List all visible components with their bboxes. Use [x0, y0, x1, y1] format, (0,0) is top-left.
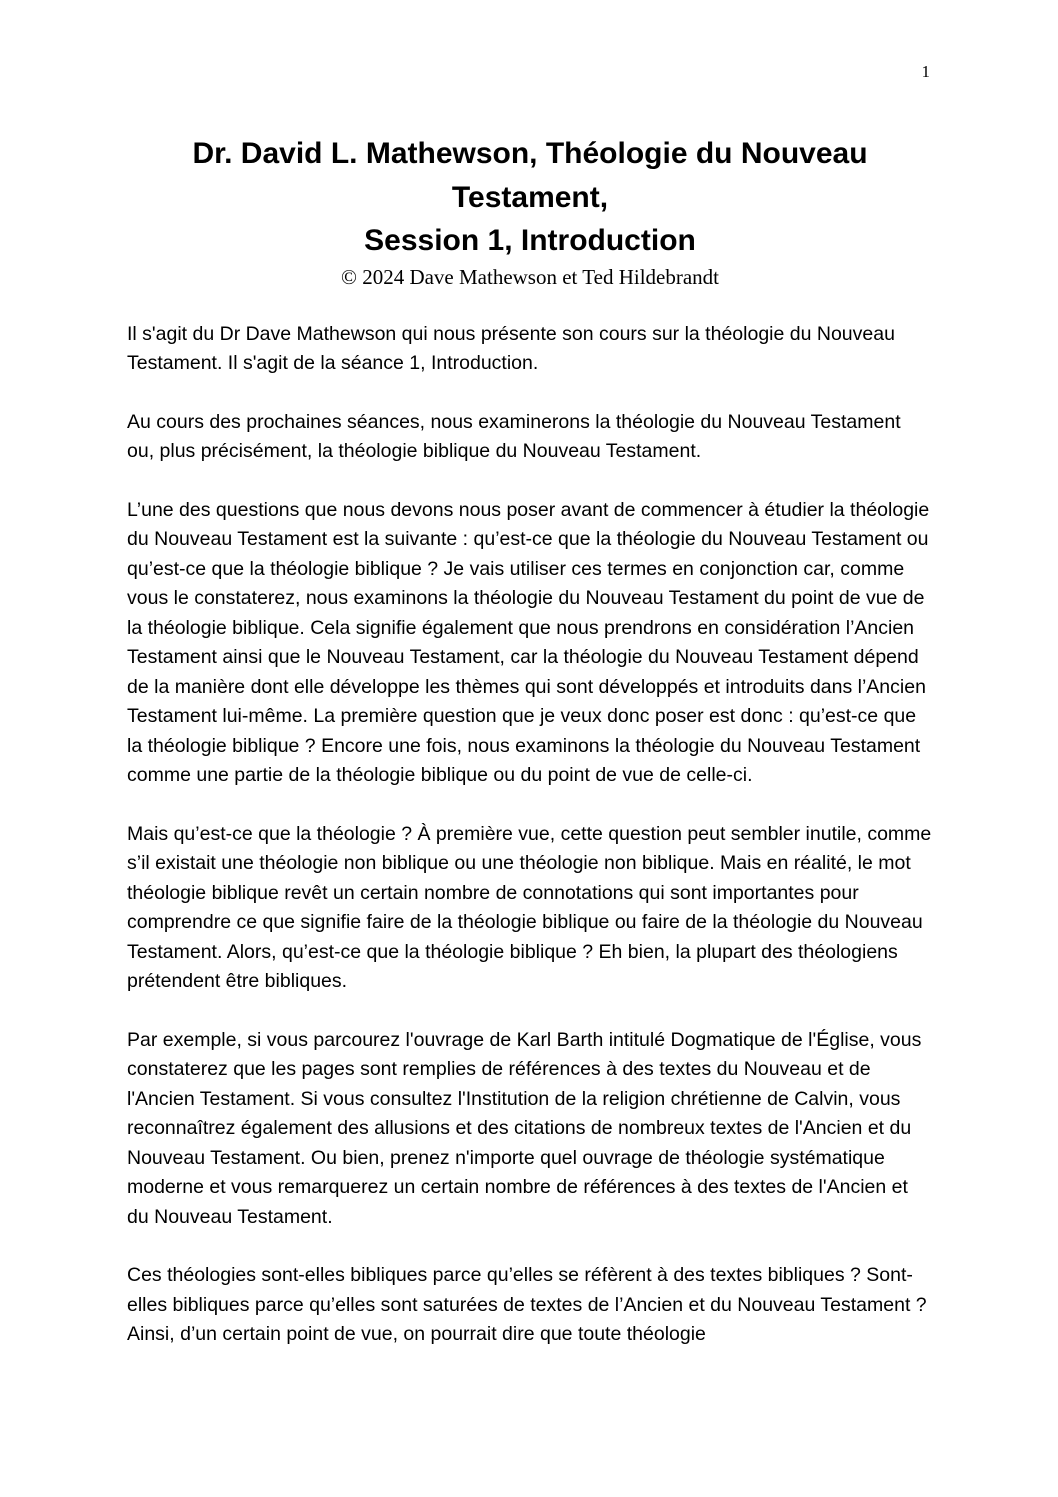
- paragraph: L’une des questions que nous devons nous poser avant de commencer à étudier la théologie du Nouveau Testament est la suivante : qu’est-ce que la théologie du Nouveau Testament ou qu’est-ce que la théologie biblique ? Je vais utiliser ces termes en conjonction car, comme vous le constaterez, nous examinons la théologie du Nouveau Testament du point de vue de la théologie biblique. Cela signifie également que nous prendrons en considération l’Ancien Testament ainsi que le Nouveau Testament, car la théologie du Nouveau Testament dépend de la manière dont elle développe les thèmes qui sont développés et introduits dans l’Ancien Testament lui-même. La première question que je veux donc poser est donc : qu’est-ce que la théologie biblique ? Encore une fois, nous examinons la théologie du Nouveau Testament comme une partie de la théologie biblique ou du point de vue de celle-ci.: [127, 498, 930, 786]
- paragraph: Il s'agit du Dr Dave Mathewson qui nous présente son cours sur la théologie du Nouveau Testament. Il s'agit de la séance 1, Introduction.: [127, 322, 895, 374]
- document-title-line1: Dr. David L. Mathewson, Théologie du Nouveau Testament,: [192, 137, 868, 214]
- paragraph: Au cours des prochaines séances, nous examinerons la théologie du Nouveau Testament ou, plus précisément, la théologie biblique du Nouveau Testament.: [127, 410, 901, 462]
- paragraph: Ces théologies sont-elles bibliques parce qu’elles se réfèrent à des textes bibliques ? Sont-elles bibliques parce qu’elles sont saturées de textes de l’Ancien et du Nouveau Testament ? Ainsi, d’un certain point de vue, on pourrait dire que toute théologie: [127, 1264, 927, 1345]
- copyright-line: © 2024 Dave Mathewson et Ted Hildebrandt: [340, 264, 719, 289]
- paragraph: Par exemple, si vous parcourez l'ouvrage de Karl Barth intitulé Dogmatique de l'Église, vous constaterez que les pages sont remplies de références à des textes du Nouveau et de l'Ancien Testament. Si vous consultez l'Institution de la religion chrétienne de Calvin, vous reconnaîtrez également des allusions et des citations de nombreux textes de l'Ancien et du Nouveau Testament. Ou bien, prenez n'importe quel ouvrage de théologie systématique moderne et vous remarquerez un certain nombre de références à des textes de l'Ancien et du Nouveau Testament.: [127, 1028, 922, 1228]
- paragraph: Mais qu’est-ce que la théologie ? À première vue, cette question peut sembler inutile, comme s’il existait une théologie non biblique ou une théologie non biblique. Mais en réalité, le mot théologie biblique revêt un certain nombre de connotations qui sont importantes pour comprendre ce que signifie faire de la théologie biblique ou faire de la théologie du Nouveau Testament. Alors, qu’est-ce que la théologie biblique ? Eh bien, la plupart des théologiens prétendent être bibliques.: [127, 822, 932, 992]
- document-title: [127, 132, 933, 263]
- document-body: [127, 320, 933, 1350]
- document-title-line2: Session 1, Introduction: [364, 224, 696, 257]
- document-content: [127, 132, 933, 1379]
- page-number: 1: [921, 62, 930, 81]
